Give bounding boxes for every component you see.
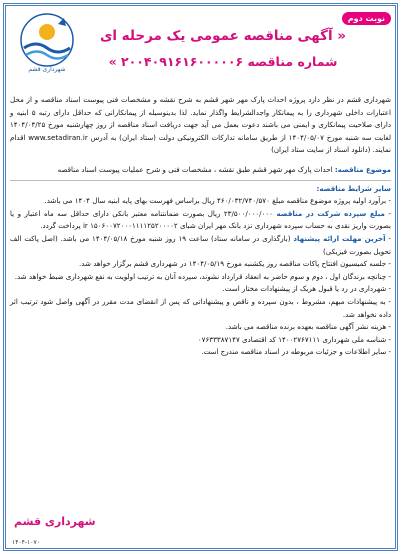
item-bullet: -: [386, 196, 391, 206]
item-bullet: -: [385, 296, 391, 306]
condition-item: [10, 296, 391, 321]
item-highlight: آخرین مهلت ارائه پیشنهاد: [293, 233, 386, 243]
item-text: جلسه کمیسیون افتتاح پاکات مناقصه روز یکشنبه مورخ ۱۴۰۴/۰۵/۱۹ در شهرداری قشم برگزار خواهد شد.: [79, 259, 387, 269]
tender-number: شماره مناقصه ۲۰۰۴۰۹۱۶۱۶۰۰۰۰۰۶ »: [108, 54, 338, 69]
condition-item: [10, 334, 391, 347]
ad-body: [10, 94, 391, 359]
intro-paragraph: شهرداری قشم در نظر دارد پروژه احداث پارک مهر شهر قشم به شرح نقشه و مشخصات فنی پیوست اسناد مناقصه و از محل اعتبارات داخلی شهرداری را به پیمانکار واجدالشرایط واگذار نماید. لذا بدینوسیله از پیمانکارانی که حداقل دارای رتبه ۵ ابنیه و دارای صلاحیت پیمانکاری و ایمنی می باشند دعوت بعمل می آید جهت دریافت اسناد مناقصه از روز چهارشنبه مورخ ۱۴۰۴/۰۴/۲۵ لغایت سه شنبه مورخ ۱۴۰۴/۰۵/۰۷ از طریق سامانه تدارکات الکترونیکی دولت (ستاد ایران) به آدرس www.setadiran.ir اقدام نمایند. (دانلود اسناد از سایت ستاد ایران): [10, 95, 391, 155]
condition-item: [10, 321, 391, 334]
item-text: شناسه ملی شهرداری ۱۴۰۰۲۷۶۷۱۱۱ کد اقتصادی ۰۷۶۳۳۳۸۷۱۴۷: [197, 334, 387, 344]
item-text: ۲۳/۵۰۰/۰۰۰/۰۰۰ ریال بصورت ضمانتنامه معتبر بانکی دارای حداقل سه ماه اعتبار و یا بصورت واریز نقدی به حساب سپرده شهرداری نزد بانک مهر ایران شبای ir ۱۵۰۶۰۰۷۲۰۰۰۱۱۱۱۲۵۲۰۰۰۰۲ پرداخت گردد.: [10, 208, 391, 231]
item-bullet: -: [386, 347, 391, 357]
item-bullet: -: [386, 322, 391, 332]
item-text: به پیشنهادات مبهم، مشروط ، بدون سپرده و ناقص و پیشنهاداتی که پس از انقضای مدت مقرر در آگهی واصل شود ترتیب اثر داده نخواهد شد.: [10, 296, 391, 319]
item-text: هزینه نشر آگهی مناقصه بعهده برنده مناقصه می باشد.: [225, 322, 387, 332]
conditions-list: [10, 195, 391, 359]
footer-municipality: شهرداری قشم: [14, 515, 96, 528]
footer-code: ۱۴۰۴-۱۰۷۰: [12, 539, 40, 546]
item-text: شهرداری در رد یا قبول هریک از پیشنهادات مختار است.: [222, 284, 387, 294]
item-bullet: -: [386, 271, 391, 281]
item-bullet: -: [384, 208, 391, 218]
header: [8, 8, 393, 86]
condition-item: [10, 283, 391, 296]
item-text: سایر اطلاعات و جزئیات مربوطه در اسناد مناقصه مندرج است.: [201, 347, 387, 357]
subject-text: احداث پارک مهر شهر قشم طبق نقشه ، مشخصات فنی و شرح عملیات پیوست اسناد مناقصه: [57, 164, 335, 174]
item-bullet: -: [385, 233, 391, 243]
condition-item: [10, 258, 391, 271]
item-bullet: -: [386, 284, 391, 294]
condition-item: [10, 233, 391, 258]
conditions-heading: سایر شرایط مناقصه:: [316, 183, 391, 193]
item-bullet: -: [386, 334, 391, 344]
ad-title: « آگهی مناقصه عمومی یک مرحله ای: [99, 28, 347, 44]
item-bullet: -: [386, 259, 391, 269]
round-badge: نوبت دوم: [342, 12, 391, 25]
item-highlight: مبلغ سپرده شرکت در مناقصه: [276, 208, 385, 218]
divider: [10, 180, 391, 181]
logo-caption: شهرداری قشم: [28, 66, 66, 73]
condition-item: [10, 271, 391, 284]
condition-item: [10, 208, 391, 233]
subject-paragraph: [10, 164, 391, 177]
item-text: برآورد اولیه پروژه موضوع مناقصه مبلغ ۴۶۰/۰۳۲/۷۴۰/۵۷۰ ریال براساس فهرست بهای پایه ابنیه سال ۱۴۰۴ می باشد.: [44, 196, 387, 206]
subject-label: موضوع مناقصه:: [334, 164, 391, 174]
condition-item: [10, 346, 391, 359]
condition-item: [10, 195, 391, 208]
item-text: (بارگذاری در سامانه ستاد) ساعت ۱۹ روز شنبه مورخ ۱۴۰۴/۰۵/۱۸ می باشد. (اصل پاکت الف تحویل بصورت فیزیکی): [10, 233, 391, 256]
item-text: چنانچه برندگان اول ، دوم و سوم حاضر به انعقاد قرارداد نشوند، سپرده آنان به ترتیب اولویت به نفع شهرداری ضبط خواهد شد.: [14, 271, 387, 281]
